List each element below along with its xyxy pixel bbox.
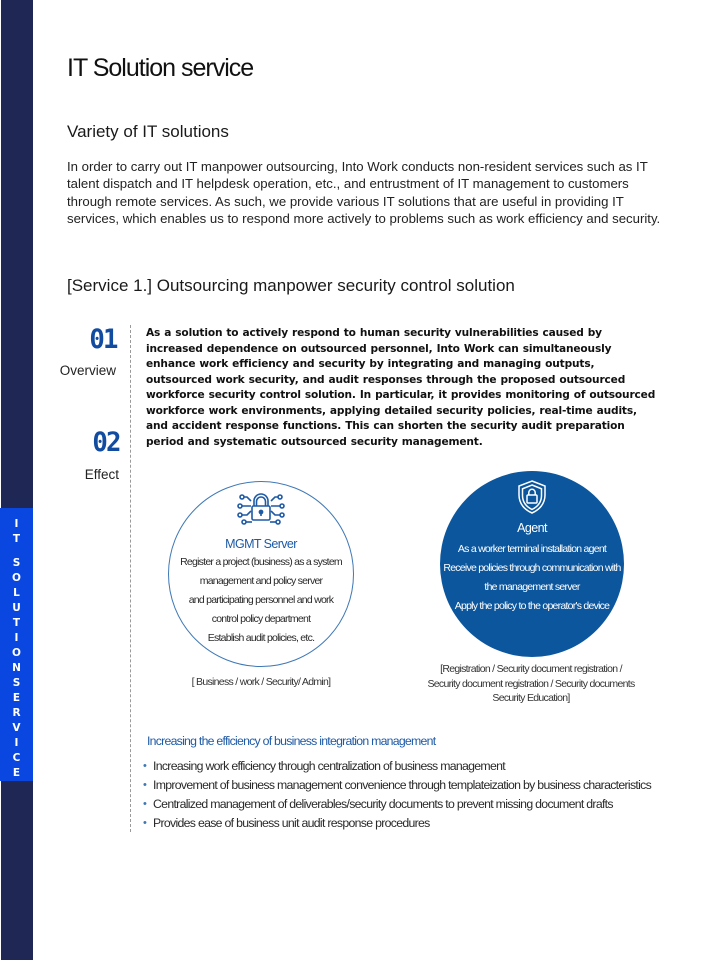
intro-heading: Variety of IT solutions: [67, 122, 229, 141]
overview-text: As a solution to actively respond to human security vulnerabilities caused by increased dependence on outsourced personnel, Into Work can simultaneously enhance work efficiency and security by integrating and managing outputs, outsourced work security, and audit responses through the proposed outsourced workforce security control solution. In particular, it provides monitoring of outsourced workforce work environments, applying detailed security policies, real-time audits, and accident response functions. This can shorten the security audit preparation period and systematic outsourced security management.: [146, 327, 656, 448]
section-label-effect: Effect: [84, 467, 119, 482]
mgmt-server-line: Register a project (business) as a system: [180, 556, 342, 568]
section-divider: [130, 325, 131, 832]
bullet-icon: •: [143, 760, 147, 772]
bullet-icon: •: [143, 817, 147, 829]
agent-caption-line: Security Education]: [492, 692, 570, 704]
effect-item-text: Provides ease of business unit audit response procedures: [153, 816, 430, 830]
side-tab-letter: [0, 547, 33, 556]
agent-line: As a worker terminal installation agent: [457, 543, 607, 555]
effect-item-text: Centralized management of deliverables/security documents to prevent missing document drafts: [153, 797, 613, 811]
side-tab-letter: O: [12, 647, 21, 659]
section-label-overview: Overview: [59, 363, 116, 378]
side-tab-letter: N: [12, 662, 21, 674]
effect-title: Increasing the efficiency of business integration management: [147, 734, 436, 748]
agent-caption-line: Security document registration / Security documents: [427, 677, 635, 690]
bullet-icon: •: [143, 798, 147, 810]
effect-item: [143, 795, 683, 814]
side-tab-letter: R: [12, 707, 21, 719]
agent-circle: [440, 471, 624, 657]
shield-lock-icon: [516, 479, 548, 515]
section-number-effect: 02: [92, 427, 120, 458]
agent-line: Apply the policy to the operator's device: [454, 600, 610, 612]
mgmt-server-line: Establish audit policies, etc.: [207, 632, 315, 644]
bullet-icon: •: [143, 779, 147, 791]
side-tab-letter: I: [14, 737, 19, 749]
side-tab-letter: O: [12, 572, 21, 584]
side-tab-letter: E: [12, 767, 21, 779]
effect-list: [143, 757, 683, 833]
effect-item: [143, 757, 683, 776]
side-tab-letter: C: [12, 752, 21, 764]
side-tab-letter: I: [14, 632, 19, 644]
mgmt-server-line: management and policy server: [199, 575, 323, 587]
agent-caption-line: [Registration / Security document registration /: [440, 663, 622, 675]
effect-item-text: Increasing work efficiency through centralization of business management: [153, 759, 505, 773]
agent-caption: [400, 662, 662, 706]
network-lock-icon: [237, 490, 285, 526]
side-tab-letter: I: [14, 518, 19, 530]
mgmt-server-caption: [ Business / work / Security/ Admin]: [191, 676, 331, 688]
side-tab-letter: S: [12, 677, 21, 689]
mgmt-server-line: and participating personnel and work: [188, 594, 334, 606]
agent-title: Agent: [517, 521, 547, 535]
mgmt-server-title: MGMT Server: [225, 537, 297, 551]
page-title: IT Solution service: [67, 54, 254, 82]
side-tab-letter: L: [13, 587, 20, 599]
effect-item: [143, 814, 683, 833]
agent-line: Receive policies through communication with: [443, 562, 621, 574]
intro-paragraph: In order to carry out IT manpower outsourcing, Into Work conducts non-resident services such as IT talent dispatch and IT helpdesk operation, etc., and entrustment of IT management to customers through remote services. As such, we provide various IT solutions that are useful in providing IT services, which enables us to respond more actively to problems such as work efficiency and security.: [67, 159, 661, 226]
side-tab-letter: S: [12, 557, 21, 569]
mgmt-server-circle: [168, 481, 354, 667]
mgmt-server-line: control policy department: [211, 613, 311, 625]
effect-item-text: Improvement of business management convenience through templateization by business characteristics: [153, 778, 652, 792]
service-title: [Service 1.] Outsourcing manpower security control solution: [67, 276, 515, 295]
side-tab-letter: T: [12, 617, 21, 629]
side-bar: [1, 0, 33, 960]
side-tab-label: [0, 508, 33, 781]
side-tab-letter: E: [12, 692, 21, 704]
side-tab-letter: U: [12, 602, 21, 614]
section-number-overview: 01: [89, 324, 117, 355]
side-tab-letter: V: [12, 722, 21, 734]
side-tab-letter: T: [12, 533, 21, 545]
effect-item: [143, 776, 683, 795]
agent-line: the management server: [484, 581, 580, 593]
